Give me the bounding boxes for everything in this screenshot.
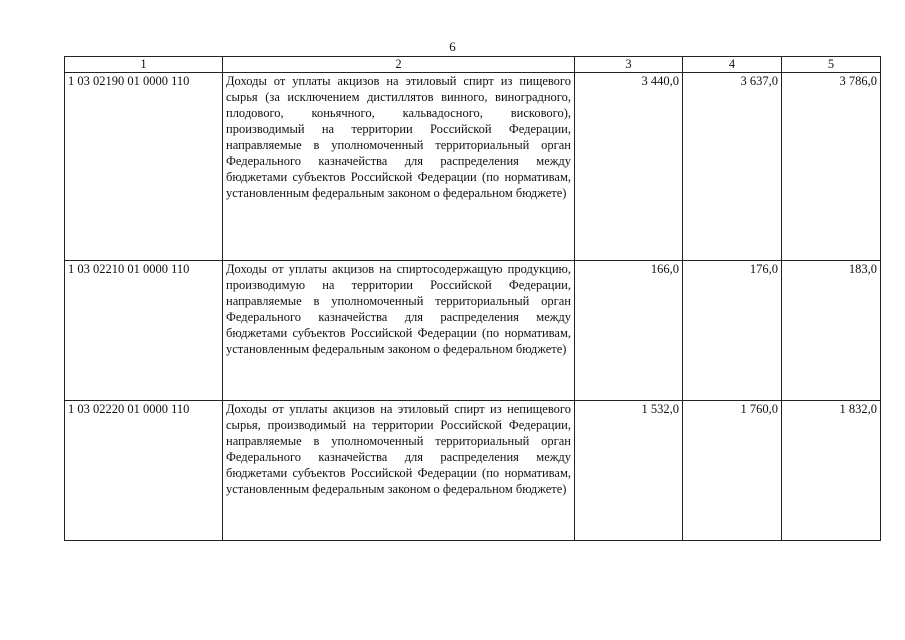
value-cell-col5: 1 832,0 bbox=[782, 401, 881, 541]
budget-code-cell: 1 03 02220 01 0000 110 bbox=[65, 401, 223, 541]
budget-code-cell: 1 03 02190 01 0000 110 bbox=[65, 73, 223, 261]
column-header-2: 2 bbox=[223, 57, 575, 73]
page-number: 6 bbox=[449, 39, 456, 54]
description-cell: Доходы от уплаты акцизов на этиловый спирт из пищевого сырья (за исключением дистиллятов винного, виноградного, плодового, коньячного, кальвадосного, вискового), производимый на территории Российской Федерации, направляемые в уполномоченный территориальный орган Федерального казначейства для распределения между бюджетами субъектов Российской Федерации (по нормативам, установленным федеральным законом о федеральном бюджете) bbox=[223, 73, 575, 261]
column-header-1: 1 bbox=[65, 57, 223, 73]
value-cell-col3: 166,0 bbox=[575, 261, 683, 401]
table-row bbox=[65, 401, 881, 541]
budget-code-cell: 1 03 02210 01 0000 110 bbox=[65, 261, 223, 401]
value-cell-col4: 176,0 bbox=[683, 261, 782, 401]
table-header-row bbox=[65, 57, 881, 73]
value-cell-col5: 3 786,0 bbox=[782, 73, 881, 261]
column-header-5: 5 bbox=[782, 57, 881, 73]
table-row bbox=[65, 261, 881, 401]
revenue-table bbox=[64, 56, 881, 541]
description-cell: Доходы от уплаты акцизов на спиртосодержащую продукцию, производимую на территории Российской Федерации, направляемые в уполномоченный территориальный орган Федерального казначейства для распределения между бюджетами субъектов Российской Федерации (по нормативам, установленным федеральным законом о федеральном бюджете) bbox=[223, 261, 575, 401]
table-row bbox=[65, 73, 881, 261]
column-header-4: 4 bbox=[683, 57, 782, 73]
value-cell-col4: 3 637,0 bbox=[683, 73, 782, 261]
value-cell-col3: 3 440,0 bbox=[575, 73, 683, 261]
value-cell-col4: 1 760,0 bbox=[683, 401, 782, 541]
value-cell-col5: 183,0 bbox=[782, 261, 881, 401]
value-cell-col3: 1 532,0 bbox=[575, 401, 683, 541]
description-cell: Доходы от уплаты акцизов на этиловый спирт из непищевого сырья, производимый на территории Российской Федерации, направляемые в уполномоченный территориальный орган Федерального казначейства для распределения между бюджетами субъектов Российской Федерации (по нормативам, установленным федеральным законом о федеральном бюджете) bbox=[223, 401, 575, 541]
column-header-3: 3 bbox=[575, 57, 683, 73]
